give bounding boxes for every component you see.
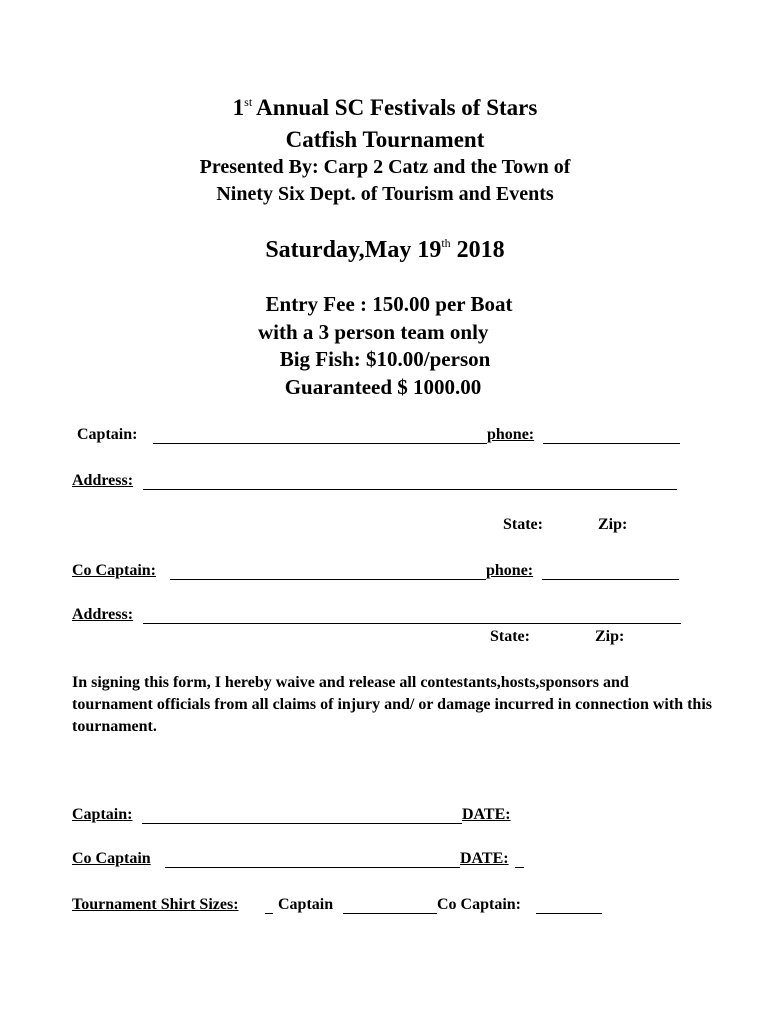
presented-by-line-2: Ninety Six Dept. of Tourism and Events (216, 183, 554, 205)
captain-phone-label: phone: (487, 426, 535, 443)
co-captain-address-label: Address: (72, 606, 134, 623)
presented-by-line-1: Presented By: Carp 2 Catz and the Town of (199, 156, 571, 178)
captain-signature-field[interactable] (142, 823, 462, 824)
event-date-sup: th (441, 236, 451, 250)
title-line-2: Catfish Tournament (285, 127, 485, 152)
shirt-sizes-trail (265, 913, 273, 914)
tournament-title (0, 95, 770, 121)
co-captain-label: Co Captain: (72, 562, 157, 579)
captain-address-label: Address: (72, 472, 134, 489)
event-date-prefix: Saturday,May 19 (265, 237, 442, 263)
event-date (0, 236, 770, 264)
captain-signature-label: Captain: (72, 806, 133, 823)
captain-zip-label: Zip: (598, 516, 628, 533)
shirt-captain-label: Captain (278, 896, 334, 913)
shirt-captain-field[interactable] (343, 913, 437, 914)
co-captain-phone-label: phone: (486, 562, 534, 579)
co-captain-address-field[interactable] (143, 623, 681, 624)
co-captain-state-label: State: (490, 628, 530, 645)
co-captain-name-field[interactable] (170, 579, 486, 580)
co-captain-signature-field[interactable] (165, 867, 460, 868)
co-captain-date-trail (515, 867, 524, 868)
co-captain-phone-field[interactable] (542, 579, 679, 580)
shirt-sizes-label: Tournament Shirt Sizes: (72, 896, 239, 913)
captain-name-field[interactable] (153, 443, 487, 444)
ordinal-suffix: st (244, 95, 253, 109)
co-captain-signature-label: Co Captain (72, 850, 151, 867)
big-fish-fee: Big Fish: $10.00/person (279, 347, 491, 371)
title-line-1: Annual SC Festivals of Stars (256, 95, 538, 120)
captain-state-label: State: (503, 516, 543, 533)
captain-address-field[interactable] (143, 489, 677, 490)
captain-label: Captain: (77, 426, 138, 443)
waiver-text: In signing this form, I hereby waive and release all contestants,hosts,sponsors and tournament officials from all claims of injury and/ or damage incurred in connection with this tournament. (72, 674, 712, 735)
event-date-year: 2018 (450, 237, 505, 263)
co-captain-date-label: DATE: (460, 850, 509, 867)
shirt-co-captain-label: Co Captain: (437, 896, 522, 913)
guaranteed-prize: Guaranteed $ 1000.00 (284, 375, 482, 399)
team-size-note: with a 3 person team only (258, 320, 489, 344)
entry-fee: Entry Fee : 150.00 per Boat (265, 292, 513, 316)
captain-phone-field[interactable] (543, 443, 680, 444)
ordinal-number: 1 (232, 95, 245, 120)
captain-date-label: DATE: (462, 806, 511, 823)
co-captain-zip-label: Zip: (595, 628, 625, 645)
shirt-co-captain-field[interactable] (536, 913, 602, 914)
